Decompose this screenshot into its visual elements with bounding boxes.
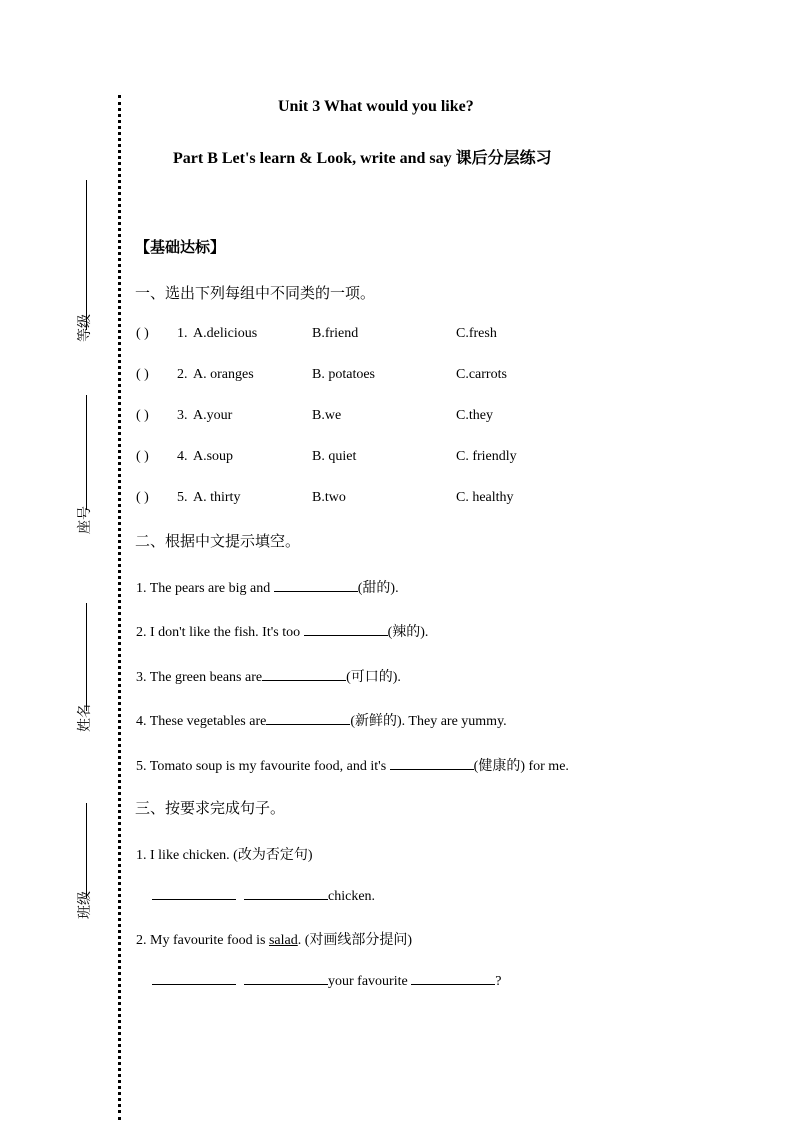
- item-text-before: 3. The green beans are: [136, 670, 263, 685]
- option-b: B.friend: [312, 326, 359, 341]
- item-text-before: 2. I don't like the fish. It's too: [136, 625, 304, 640]
- fill-blank[interactable]: [262, 668, 346, 681]
- answer-paren[interactable]: ( ): [136, 449, 149, 464]
- question-number: 4.: [177, 449, 188, 464]
- option-a: A.delicious: [193, 326, 258, 341]
- answer-end: ?: [495, 974, 502, 989]
- answer-tail: chicken.: [328, 889, 376, 904]
- seat-number-line: [86, 395, 87, 510]
- question-number: 3.: [177, 408, 188, 423]
- item-hint: (甜的).: [357, 581, 399, 596]
- part2-item: [136, 755, 569, 775]
- option-c: C.carrots: [456, 367, 507, 382]
- item-text-before: 5. Tomato soup is my favourite food, and it's: [136, 759, 390, 774]
- option-a: A. thirty: [193, 490, 241, 505]
- answer-paren[interactable]: ( ): [136, 326, 149, 341]
- prompt-before: 2. My favourite food is: [136, 933, 269, 948]
- option-b: B. quiet: [312, 449, 357, 464]
- item-text-before: 4. These vegetables are: [136, 714, 267, 729]
- name-line: [86, 603, 87, 711]
- answer-paren[interactable]: ( ): [136, 367, 149, 382]
- part3-q1-prompt: 1. I like chicken. (改为否定句): [136, 848, 313, 863]
- fill-blank[interactable]: [304, 623, 388, 636]
- prompt-after: . (对画线部分提问): [297, 933, 413, 948]
- name-label: 姓名: [77, 704, 93, 732]
- fill-blank[interactable]: [411, 972, 495, 985]
- option-a: A.your: [193, 408, 233, 423]
- binding-dotted-line: [118, 95, 121, 1120]
- seat-number-label: 座号: [77, 506, 93, 534]
- fill-blank[interactable]: [266, 712, 350, 725]
- fill-blank[interactable]: [152, 887, 236, 900]
- part3-q2-prompt: [136, 929, 412, 949]
- option-b: B.two: [312, 490, 346, 505]
- option-c: C. healthy: [456, 490, 514, 505]
- fill-blank[interactable]: [152, 972, 236, 985]
- part2-item: [136, 577, 399, 597]
- part3-heading: 三、按要求完成句子。: [135, 801, 286, 817]
- class-label: 班级: [77, 891, 93, 919]
- basic-section-label: 【基础达标】: [135, 240, 226, 256]
- grade-label: 等级: [77, 314, 93, 342]
- question-number: 1.: [177, 326, 188, 341]
- part3-q2-answer-line: [152, 972, 501, 990]
- question-number: 5.: [177, 490, 188, 505]
- answer-paren[interactable]: ( ): [136, 490, 149, 505]
- option-b: B. potatoes: [312, 367, 375, 382]
- item-hint: (可口的).: [346, 670, 401, 685]
- part2-heading: 二、根据中文提示填空。: [135, 534, 301, 550]
- fill-blank[interactable]: [274, 579, 358, 592]
- fill-blank[interactable]: [244, 887, 328, 900]
- part1-heading: 一、选出下列每组中不同类的一项。: [135, 286, 376, 302]
- part-title: Part B Let's learn & Look, write and say 课后分层练习: [173, 150, 552, 167]
- option-c: C.they: [456, 408, 493, 423]
- option-a: A.soup: [193, 449, 234, 464]
- option-c: C. friendly: [456, 449, 517, 464]
- item-text-before: 1. The pears are big and: [136, 581, 274, 596]
- fill-blank[interactable]: [390, 757, 474, 770]
- class-line: [86, 803, 87, 898]
- item-hint: (辣的).: [387, 625, 429, 640]
- question-number: 2.: [177, 367, 188, 382]
- grade-line: [86, 180, 87, 330]
- part2-item: [136, 666, 401, 686]
- part3-q1-answer-line: [152, 887, 375, 905]
- option-c: C.fresh: [456, 326, 497, 341]
- option-b: B.we: [312, 408, 342, 423]
- unit-title: Unit 3 What would you like?: [278, 98, 474, 115]
- answer-mid: your favourite: [328, 974, 412, 989]
- answer-paren[interactable]: ( ): [136, 408, 149, 423]
- item-hint: (健康的) for me.: [473, 759, 569, 774]
- item-hint: (新鲜的). They are yummy.: [350, 714, 507, 729]
- fill-blank[interactable]: [244, 972, 328, 985]
- part2-item: [136, 621, 428, 641]
- part2-item: [136, 710, 507, 730]
- option-a: A. oranges: [193, 367, 254, 382]
- underlined-word: salad: [268, 933, 298, 948]
